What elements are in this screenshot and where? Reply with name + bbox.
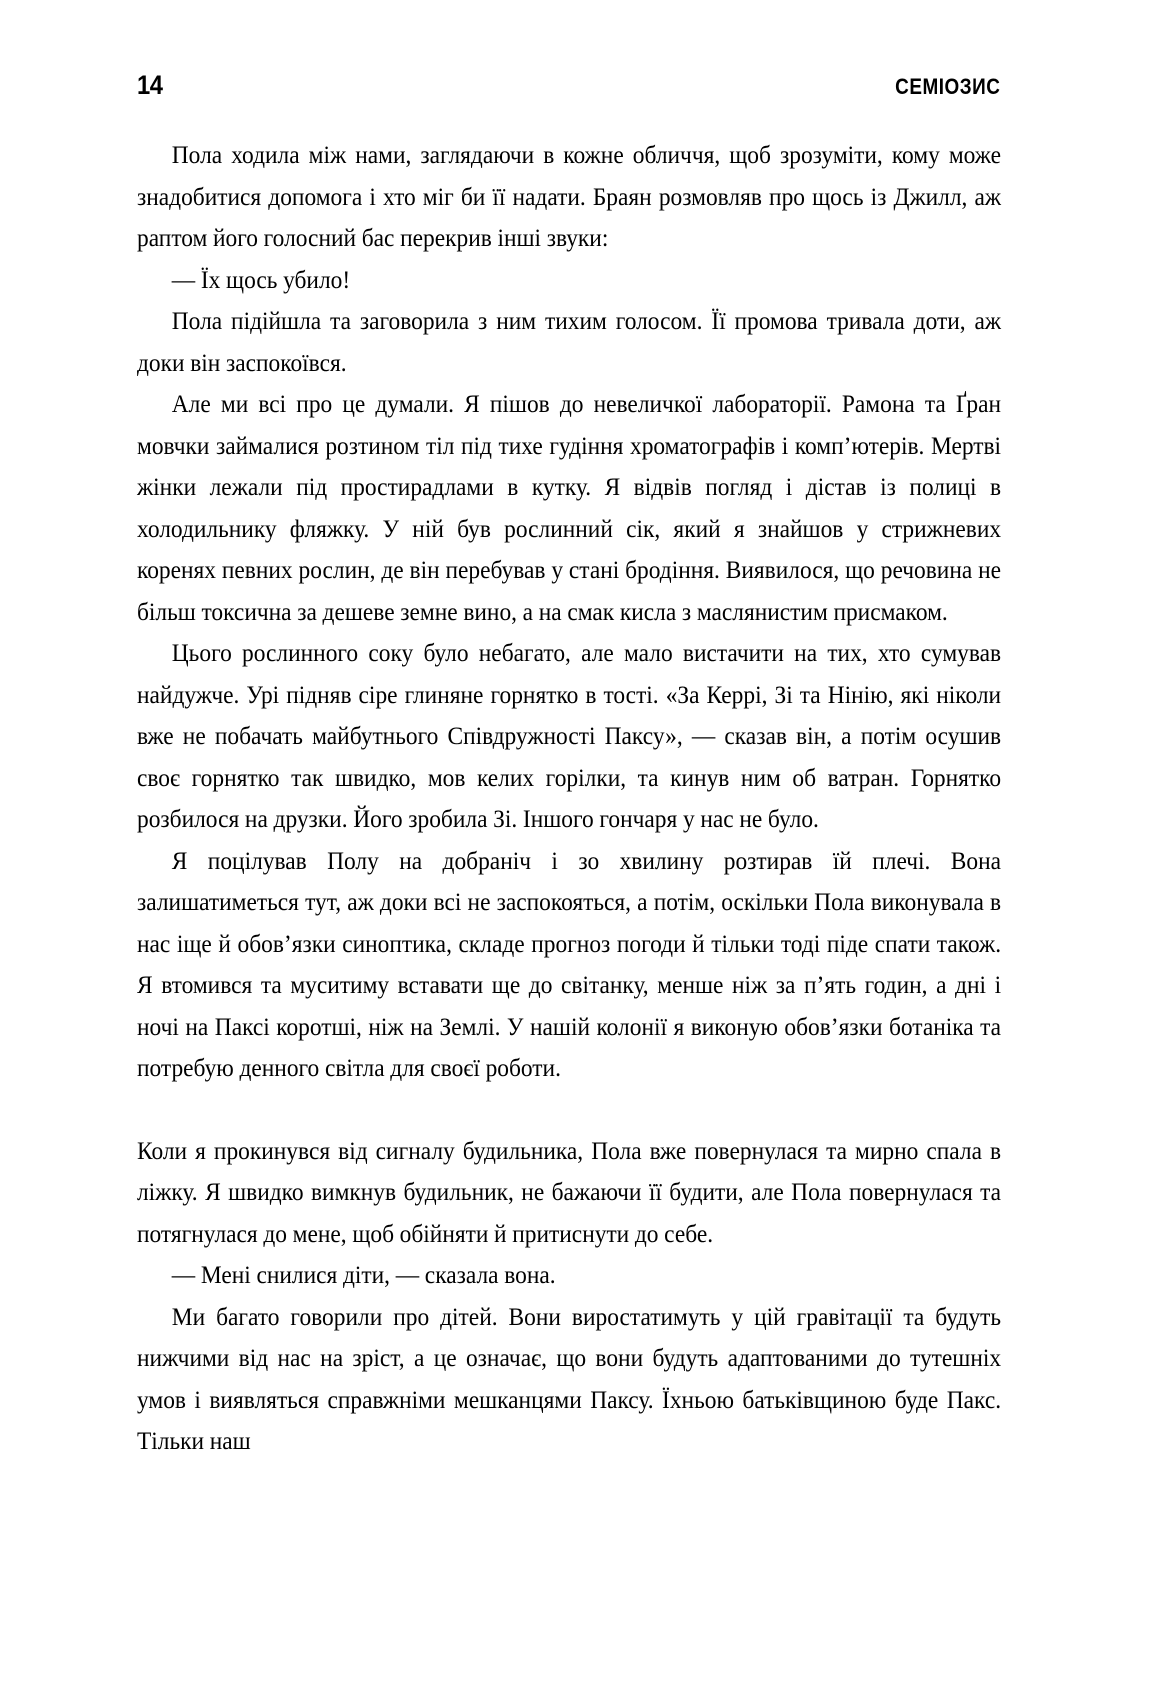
running-title: СЕМІОЗИС xyxy=(894,74,1000,99)
paragraph: Ми багато говорили про дітей. Вони виростатимуть у цій гравітації та будуть нижчими від нас на зріст, а це означає, що вони будуть адаптованими до тутешніх умов і виявляться справжніми мешканцями Паксу. Їхньою батьківщиною буде Пакс. Тільки наш xyxy=(137,1301,1002,1455)
paragraph: Я поцілував Полу на добраніч і зо хвилину розтирав їй плечі. Вона залишатиметься тут, аж доки всі не заспокояться, а потім, оскільки Пола виконувала в нас іще й обов’язки синоптика, складе прогноз погоди й тільки тоді піде спати також. Я втомився та муситиму вставати ще до світанку, менше ніж за п’ять годин, а дні і ночі на Паксі коротші, ніж на Землі. У нашій колонії я виконую обов’язки ботаніка та потребую денного світла для своєї роботи. xyxy=(137,845,1002,1082)
paragraph: Пола ходила між нами, заглядаючи в кожне обличчя, щоб зрозуміти, кому може знадобитися допомога і хто міг би її надати. Браян розмовляв про щось із Джилл, аж раптом його голосний бас перекрив інші звуки: xyxy=(137,140,1002,252)
page-number: 14 xyxy=(137,70,163,100)
running-head xyxy=(137,72,1000,106)
paragraph: Цього рослинного соку було небагато, але мало вистачити на тих, хто сумував найдужче. Урі підняв сіре глиняне горнятко в тості. «За Керрі, Зі та Нінію, які ніколи вже не побачать майбутнього Співдружності Паксу», — сказав він, а потім осушив своє горнятко так швидко, мов келих горілки, та кинув ним об ватран. Горнятко розбилося на друзки. Його зробила Зі. Іншого гончаря у нас не було. xyxy=(137,638,1002,833)
body-text-block xyxy=(137,134,1001,1462)
section-break xyxy=(137,1089,1001,1130)
paragraph: Коли я прокинувся від сигналу будильника, Пола вже повернулася та мирно спала в ліжку. Я швидко вимкнув будильник, не бажаючи її будити, але Пола повернулася та потягнулася до мене, щоб обійняти й притиснути до себе. xyxy=(137,1135,1002,1248)
paragraph: Але ми всі про це думали. Я пішов до невеличкої лабораторії. Рамона та Ґран мовчки займалися розтином тіл під тихе гудіння хроматографів і комп’ютерів. Мертві жінки лежали під простирадлами в кутку. Я відвів погляд і дістав із полиці в холодильнику фляжку. У ній був рослинний сік, який я знайшов у стрижневих коренях певних рослин, де він перебував у стані бродіння. Виявилося, що речовина не більш токсична за дешеве земне вино, а на смак кисла з маслянистим присмаком. xyxy=(137,389,1002,626)
paragraph-dialogue: — Їх щось убило! xyxy=(171,264,351,294)
paragraph-dialogue: — Мені снилися діти, — сказала вона. xyxy=(171,1260,556,1289)
paragraph: Пола підійшла та заговорила з ним тихим голосом. Її промова тривала доти, аж доки він заспокоївся. xyxy=(137,306,1002,377)
